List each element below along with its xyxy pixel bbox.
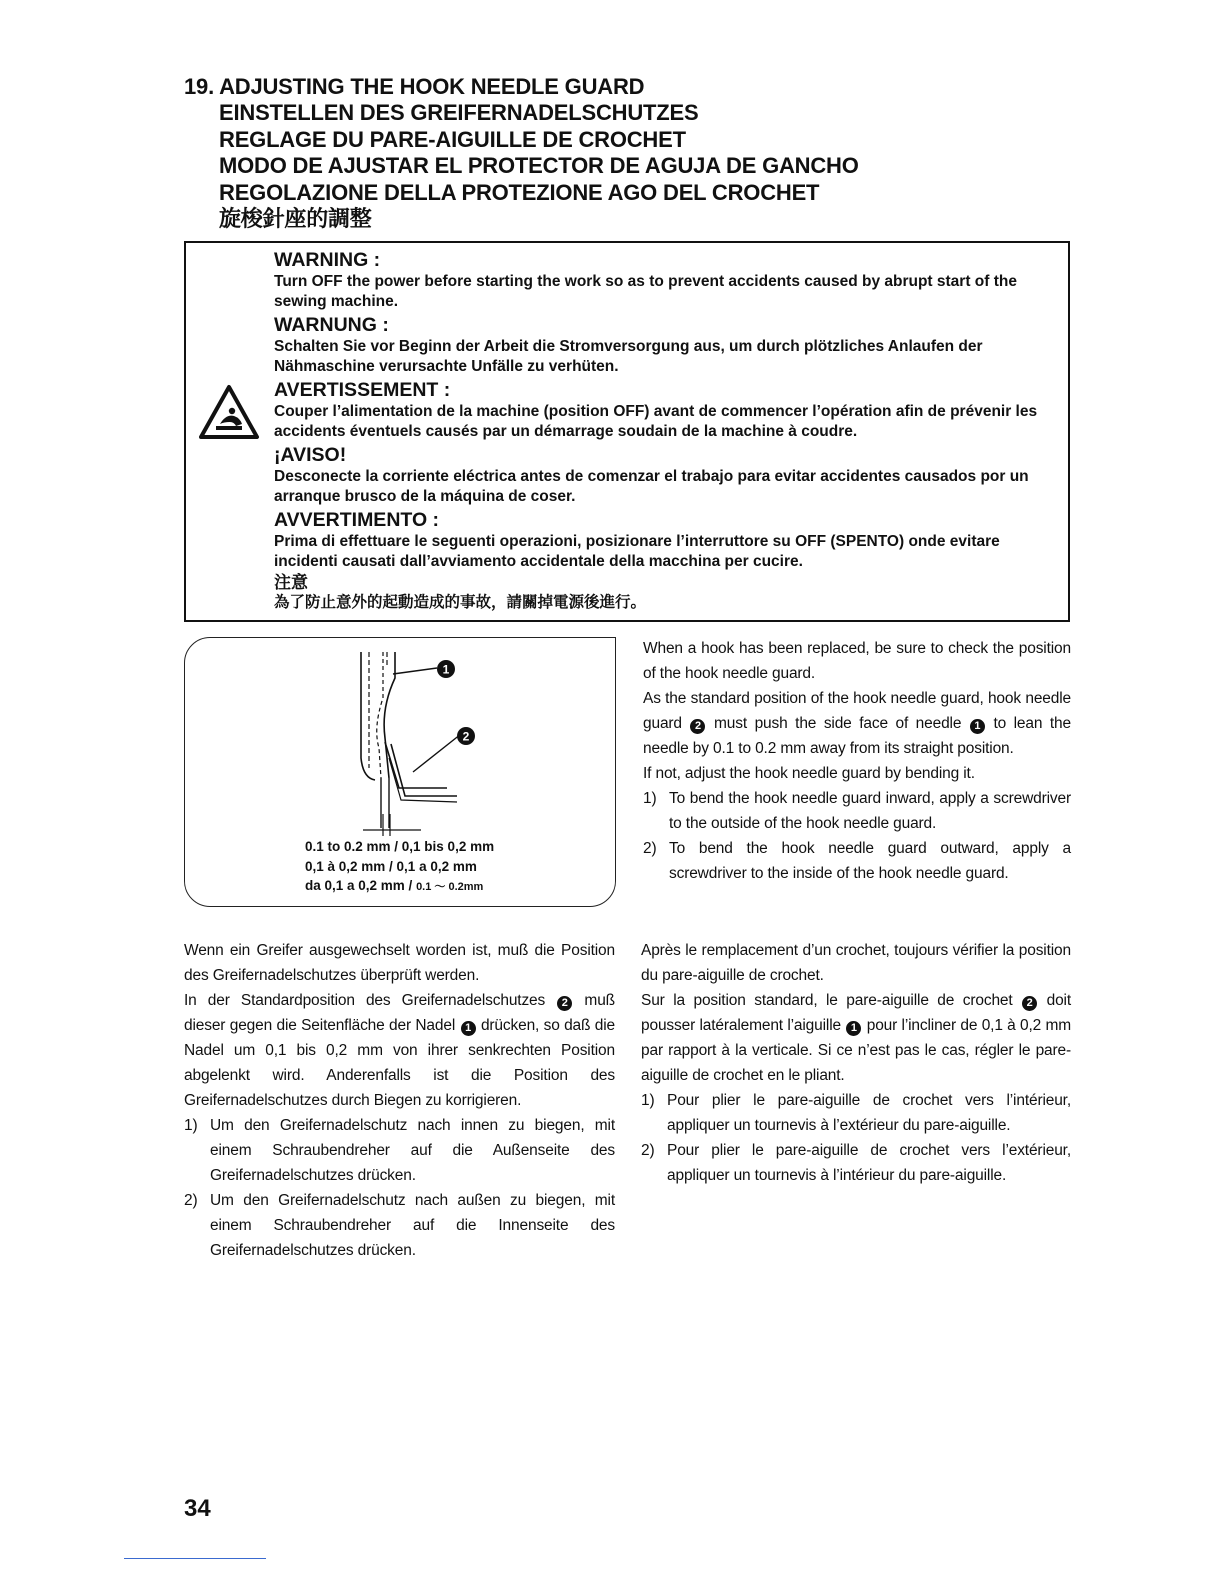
warning-heading-en: WARNING : xyxy=(274,249,381,271)
de-step-1-number: 1) xyxy=(184,1117,198,1134)
en-paragraph-1: When a hook has been replaced, be sure to check the position of the hook needle guard. xyxy=(643,640,1071,682)
de-p2-part-b: muß dieser gegen die Seitenfläche der Nadel xyxy=(184,992,615,1034)
warning-text-zh: 為了防止意外的起動造成的事故，請關掉電源後進行。 xyxy=(274,594,647,611)
en-step-2-text: To bend the hook needle guard outward, apply a screwdriver to the inside of the hook needle guard. xyxy=(669,840,1071,882)
dimension-line-3-main: da 0,1 a 0,2 mm / xyxy=(305,878,417,893)
callout-2-ref: 2 xyxy=(557,996,572,1011)
de-step-1 xyxy=(184,1113,615,1188)
dimension-line-2: 0,1 à 0,2 mm / 0,1 a 0,2 mm xyxy=(305,858,477,874)
fr-p2-part-a: Sur la position standard, le pare-aiguille de crochet xyxy=(641,992,1022,1009)
warning-box xyxy=(184,241,1070,622)
warning-text-fr: Couper l’alimentation de la machine (position OFF) avant de commencer l’opération afin de prévenir les accidents éventuels causés par un démarrage soudain de la machine à coudre. xyxy=(274,403,1038,440)
warning-heading-de: WARNUNG : xyxy=(274,314,389,336)
en-step-2-number: 2) xyxy=(643,840,657,857)
title-es: MODO DE AJUSTAR EL PROTECTOR DE AGUJA DE GANCHO xyxy=(219,153,859,179)
dimension-line-1: 0.1 to 0.2 mm / 0,1 bis 0,2 mm xyxy=(305,839,495,854)
fr-step-2-text: Pour plier le pare-aiguille de crochet vers l’extérieur, appliquer un tournevis à l’intérieur du pare-aiguille. xyxy=(667,1142,1071,1184)
fr-step-1-text: Pour plier le pare-aiguille de crochet vers l’intérieur, appliquer un tournevis à l’extérieur du pare-aiguille. xyxy=(667,1092,1071,1134)
warning-text-it: Prima di effettuare le seguenti operazioni, posizionare l’interruttore su OFF (SPENTO) onde evitare incidenti causati dall’avviamento accidentale della macchina per cucire. xyxy=(274,533,1000,570)
dimension-caption xyxy=(305,837,605,898)
de-p2-part-c: drücken, so daß die Nadel um 0,1 bis 0,2 mm von ihrer senkrechten Position abgelenkt wird. Anderenfalls ist die Position des Greifernadelschutzes durch Biegen zu korrigieren. xyxy=(184,1017,615,1109)
fr-p2-part-b: doit pousser latéralement l’aiguille xyxy=(641,992,1071,1034)
warning-text-de: Schalten Sie vor Beginn der Arbeit die Stromversorgung aus, um durch plötzliches Anlaufen der Nähmaschine verursachte Unfälle zu verhüten. xyxy=(274,338,983,375)
section-title xyxy=(184,74,1084,232)
warning-heading-zh: 注意 xyxy=(274,573,308,592)
warning-text-en: Turn OFF the power before starting the work so as to prevent accidents caused by abrupt start of the sewing machine. xyxy=(274,273,1017,310)
callout-1-ref: 1 xyxy=(970,719,985,734)
de-paragraph-2 xyxy=(184,988,615,1113)
en-step-1 xyxy=(643,786,1071,836)
title-zh: 旋梭針座的調整 xyxy=(219,206,372,232)
fr-step-1-number: 1) xyxy=(641,1092,655,1109)
en-p2-part-a: As the standard position of the hook needle guard, hook needle guard xyxy=(643,690,1071,732)
dimension-line-3 xyxy=(305,876,605,898)
fr-step-2 xyxy=(641,1138,1071,1188)
fr-step-2-number: 2) xyxy=(641,1142,655,1159)
callout-2-label: 2 xyxy=(462,729,470,744)
warning-heading-it: AVVERTIMENTO : xyxy=(274,509,440,531)
de-paragraph-1: Wenn ein Greifer ausgewechselt worden ist, muß die Position des Greifernadelschutzes überprüft werden. xyxy=(184,942,615,984)
warning-content xyxy=(274,247,1066,614)
fr-paragraph-2 xyxy=(641,988,1071,1088)
footer-rule xyxy=(124,1558,266,1559)
page-number: 34 xyxy=(184,1495,211,1522)
callout-1-ref: 1 xyxy=(846,1021,861,1036)
english-instructions xyxy=(643,636,1071,886)
french-instructions xyxy=(641,938,1071,1188)
en-p2-part-b: must push the side face of needle xyxy=(706,715,969,732)
fr-paragraph-1: Après le remplacement d’un crochet, toujours vérifier la position du pare-aiguille de crochet. xyxy=(641,942,1071,984)
fr-p2-part-c: pour l’incliner de 0,1 à 0,2 mm par rapport à la verticale. Si ce n’est pas le cas, régler le pare-aiguille de crochet en le pliant. xyxy=(641,1017,1072,1084)
title-fr: REGLAGE DU PARE-AIGUILLE DE CROCHET xyxy=(219,126,686,152)
dimension-line-3-small: 0.1 ～ 0.2mm xyxy=(416,881,484,893)
en-p2-part-c: to lean the needle by 0.1 to 0.2 mm away from its straight position. xyxy=(643,715,1071,757)
de-p2-part-a: In der Standardposition des Greifernadelschutzes xyxy=(184,992,557,1009)
fr-step-1 xyxy=(641,1088,1071,1138)
callout-1-label: 1 xyxy=(442,662,450,677)
callout-2-ref: 2 xyxy=(690,719,705,734)
de-step-1-text: Um den Greifernadelschutz nach innen zu biegen, mit einem Schraubendreher auf die Außenseite des Greifernadelschutzes drücken. xyxy=(210,1117,615,1184)
en-step-1-number: 1) xyxy=(643,790,657,807)
warning-heading-fr: AVERTISSEMENT : xyxy=(274,379,451,401)
de-step-2-text: Um den Greifernadelschutz nach außen zu biegen, mit einem Schraubendreher auf die Innenseite des Greifernadelschutzes drücken. xyxy=(210,1192,615,1259)
callout-2-ref: 2 xyxy=(1022,996,1037,1011)
warning-triangle-icon xyxy=(198,384,260,440)
warning-heading-es: ¡AVISO! xyxy=(274,444,347,466)
de-step-2 xyxy=(184,1188,615,1263)
callout-1-ref: 1 xyxy=(461,1021,476,1036)
title-en: 19. ADJUSTING THE HOOK NEEDLE GUARD xyxy=(184,74,645,99)
warning-text-es: Desconecte la corriente eléctrica antes de comenzar el trabajo para evitar accidentes causados por un arranque brusco de la máquina de coser. xyxy=(274,468,1029,505)
hook-needle-guard-diagram xyxy=(184,637,616,907)
en-paragraph-2 xyxy=(643,686,1071,761)
german-instructions xyxy=(184,938,615,1263)
title-it: REGOLAZIONE DELLA PROTEZIONE AGO DEL CROCHET xyxy=(219,179,820,205)
en-step-1-text: To bend the hook needle guard inward, apply a screwdriver to the outside of the hook needle guard. xyxy=(669,790,1071,832)
en-step-2 xyxy=(643,836,1071,886)
de-step-2-number: 2) xyxy=(184,1192,198,1209)
title-de: EINSTELLEN DES GREIFERNADELSCHUTZES xyxy=(219,100,699,126)
en-paragraph-3: If not, adjust the hook needle guard by bending it. xyxy=(643,765,975,782)
